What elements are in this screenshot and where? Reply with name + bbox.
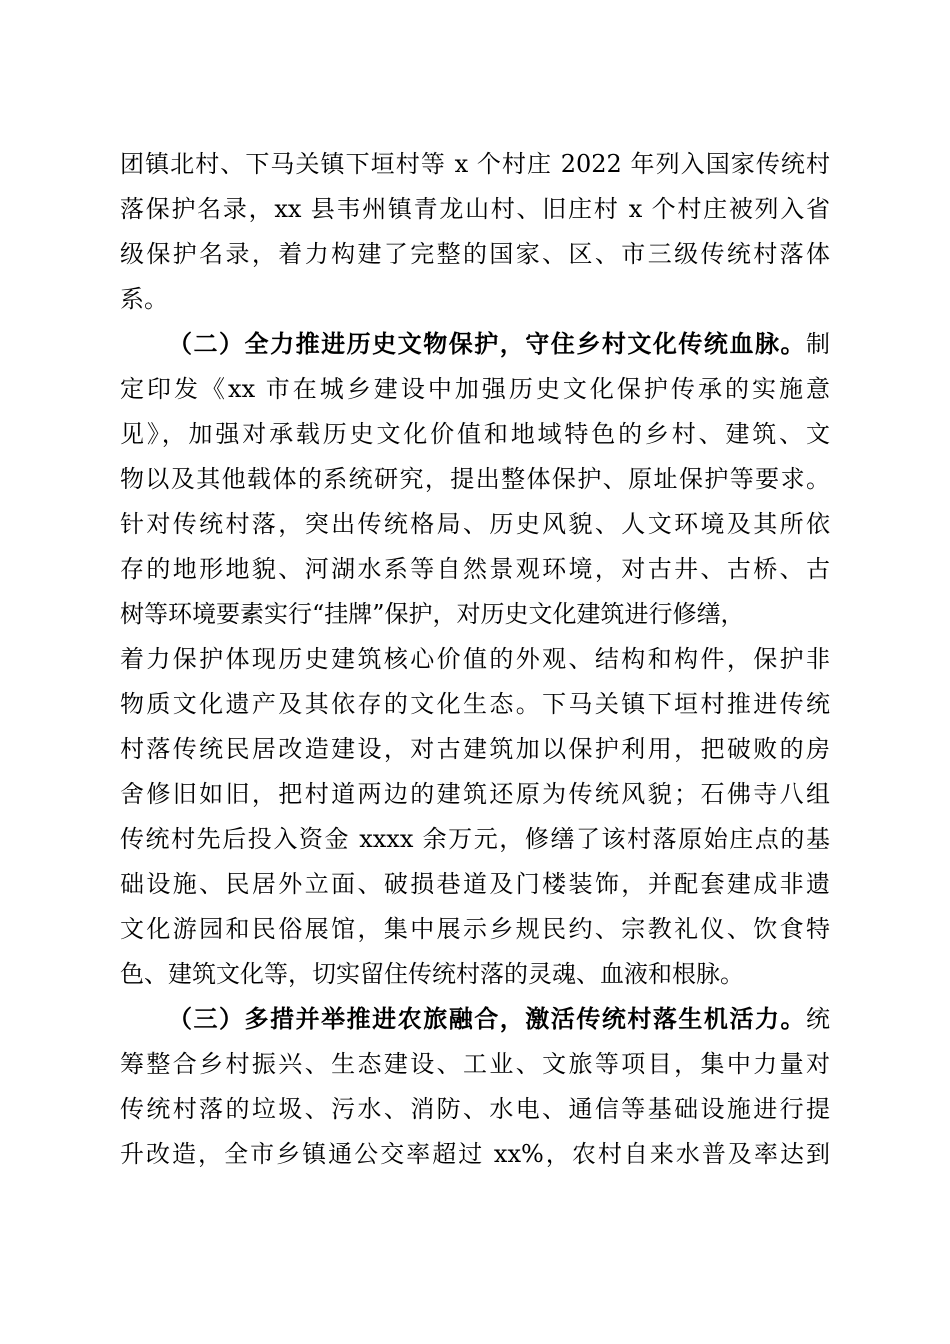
text-line: 文化游园和民俗展馆，集中展示乡规民约、宗教礼仪、饮食特: [120, 915, 830, 943]
text-line: 传统村先后投入资金 xxxx 余万元，修缮了该村落原始庄点的基: [120, 825, 830, 853]
section-heading: （二）全力推进历史文物保护，守住乡村文化传统血脉。: [168, 329, 806, 358]
text-line: 级保护名录，着力构建了完整的国家、区、市三级传统村落体: [120, 240, 830, 268]
text-line: 针对传统村落，突出传统格局、历史风貌、人文环境及其所依: [120, 510, 830, 538]
text-line: 存的地形地貌、河湖水系等自然景观环境，对古井、古桥、古: [120, 555, 830, 583]
heading-line-continuation: 制: [806, 330, 830, 358]
text-line: 团镇北村、下马关镇下垣村等 x 个村庄 2022 年列入国家传统村: [120, 150, 830, 178]
text-line: 落保护名录，xx 县韦州镇青龙山村、旧庄村 x 个村庄被列入省: [120, 195, 830, 223]
text-line: 础设施、民居外立面、破损巷道及门楼装饰，并配套建成非遗: [120, 870, 830, 898]
text-line: 着力保护体现历史建筑核心价值的外观、结构和构件，保护非: [120, 645, 830, 673]
text-line: 物质文化遗产及其依存的文化生态。下马关镇下垣村推进传统: [120, 690, 830, 718]
text-line: 升改造，全市乡镇通公交率超过 xx%，农村自来水普及率达到: [120, 1140, 830, 1168]
text-line: 筹整合乡村振兴、生态建设、工业、文旅等项目，集中力量对: [120, 1050, 830, 1078]
text-line: 传统村落的垃圾、污水、消防、水电、通信等基础设施进行提: [120, 1095, 830, 1123]
section-heading-line: [168, 324, 830, 364]
text-line: 系。: [120, 285, 168, 313]
text-line: 物以及其他载体的系统研究，提出整体保护、原址保护等要求。: [120, 465, 830, 493]
section-heading: （三）多措并举推进农旅融合，激活传统村落生机活力。: [168, 1004, 806, 1033]
text-line: 色、建筑文化等，切实留住传统村落的灵魂、血液和根脉。: [120, 960, 744, 988]
text-line: 见》，加强对承载历史文化价值和地域特色的乡村、建筑、文: [120, 420, 830, 448]
text-line: 树等环境要素实行“挂牌”保护，对历史文化建筑进行修缮，: [120, 600, 745, 628]
section-heading-line: [168, 999, 830, 1039]
text-line: 定印发《xx 市在城乡建设中加强历史文化保护传承的实施意: [120, 375, 830, 403]
heading-line-continuation: 统: [806, 1005, 830, 1033]
text-line: 村落传统民居改造建设，对古建筑加以保护利用，把破败的房: [120, 735, 830, 763]
text-line: 舍修旧如旧，把村道两边的建筑还原为传统风貌；石佛寺八组: [120, 780, 830, 808]
